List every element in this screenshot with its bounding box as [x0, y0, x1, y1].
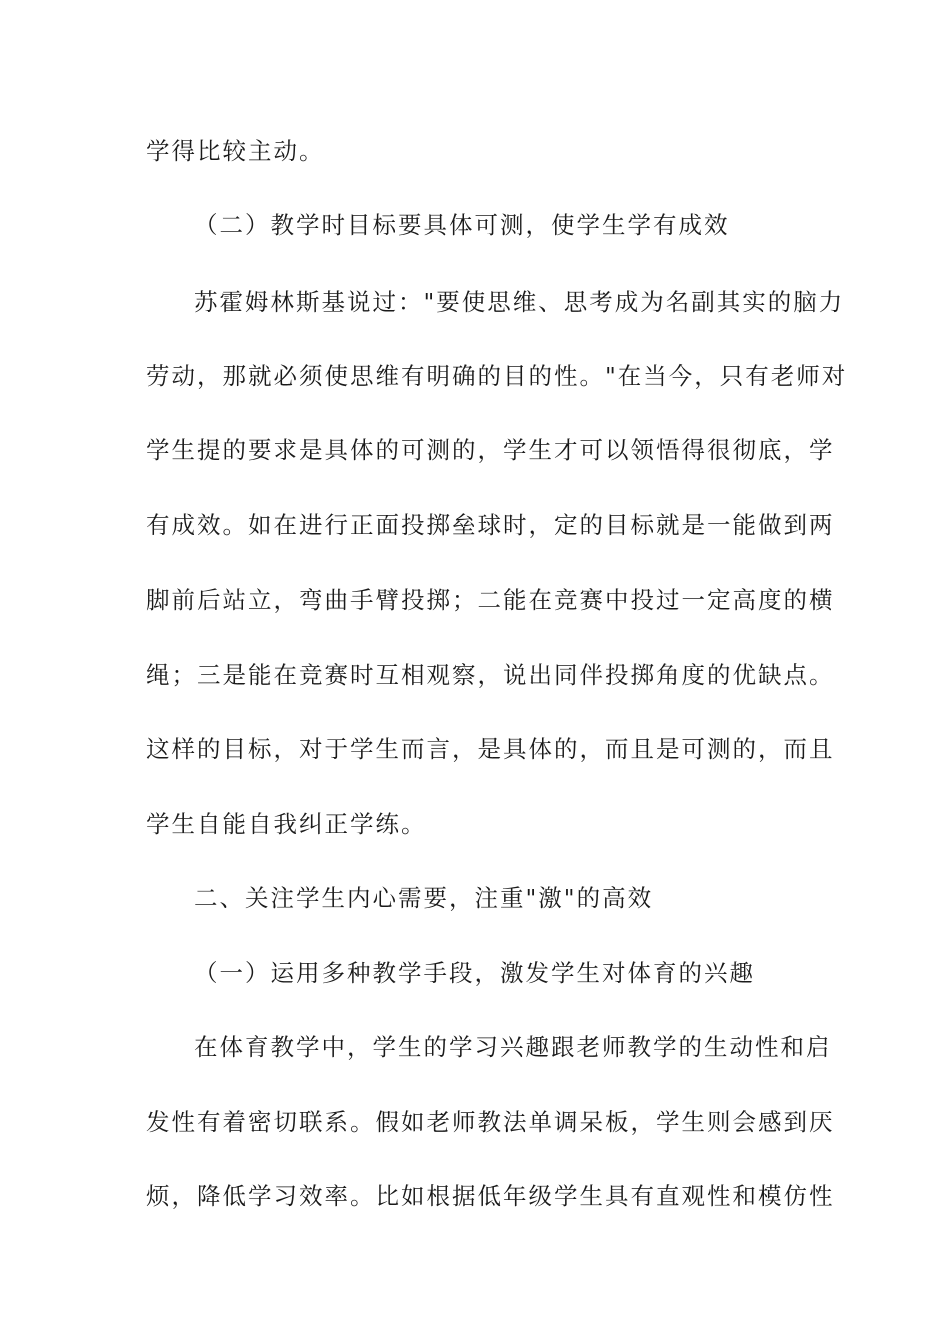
text-line: 有成效。如在进行正面投掷垒球时，定的目标就是一能做到两 — [146, 511, 835, 539]
text-line: 劳动，那就必须使思维有明确的目的性。"在当今，只有老师对 — [146, 362, 848, 390]
text-line: 学得比较主动。 — [146, 137, 325, 165]
text-line: 发性有着密切联系。假如老师教法单调呆板，学生则会感到厌 — [146, 1108, 835, 1136]
text-line: 绳；三是能在竞赛时互相观察，说出同伴投掷角度的优缺点。 — [146, 661, 835, 689]
text-line: 学生自能自我纠正学练。 — [146, 810, 427, 838]
section-heading: 二、关注学生内心需要，注重"激"的高效 — [194, 884, 654, 912]
text-line: 学生提的要求是具体的可测的，学生才可以领悟得很彻底，学 — [146, 436, 835, 464]
section-heading: （二）教学时目标要具体可测，使学生学有成效 — [194, 211, 730, 239]
section-heading: （一）运用多种教学手段，激发学生对体育的兴趣 — [194, 959, 755, 987]
text-line: 这样的目标，对于学生而言，是具体的，而且是可测的，而且 — [146, 735, 835, 763]
text-line: 烦，降低学习效率。比如根据低年级学生具有直观性和模仿性 — [146, 1182, 835, 1210]
text-line: 在体育教学中，学生的学习兴趣跟老师教学的生动性和启 — [194, 1033, 832, 1061]
text-line: 苏霍姆林斯基说过："要使思维、思考成为名副其实的脑力 — [194, 288, 845, 316]
text-line: 脚前后站立，弯曲手臂投掷；二能在竞赛中投过一定高度的横 — [146, 586, 835, 614]
